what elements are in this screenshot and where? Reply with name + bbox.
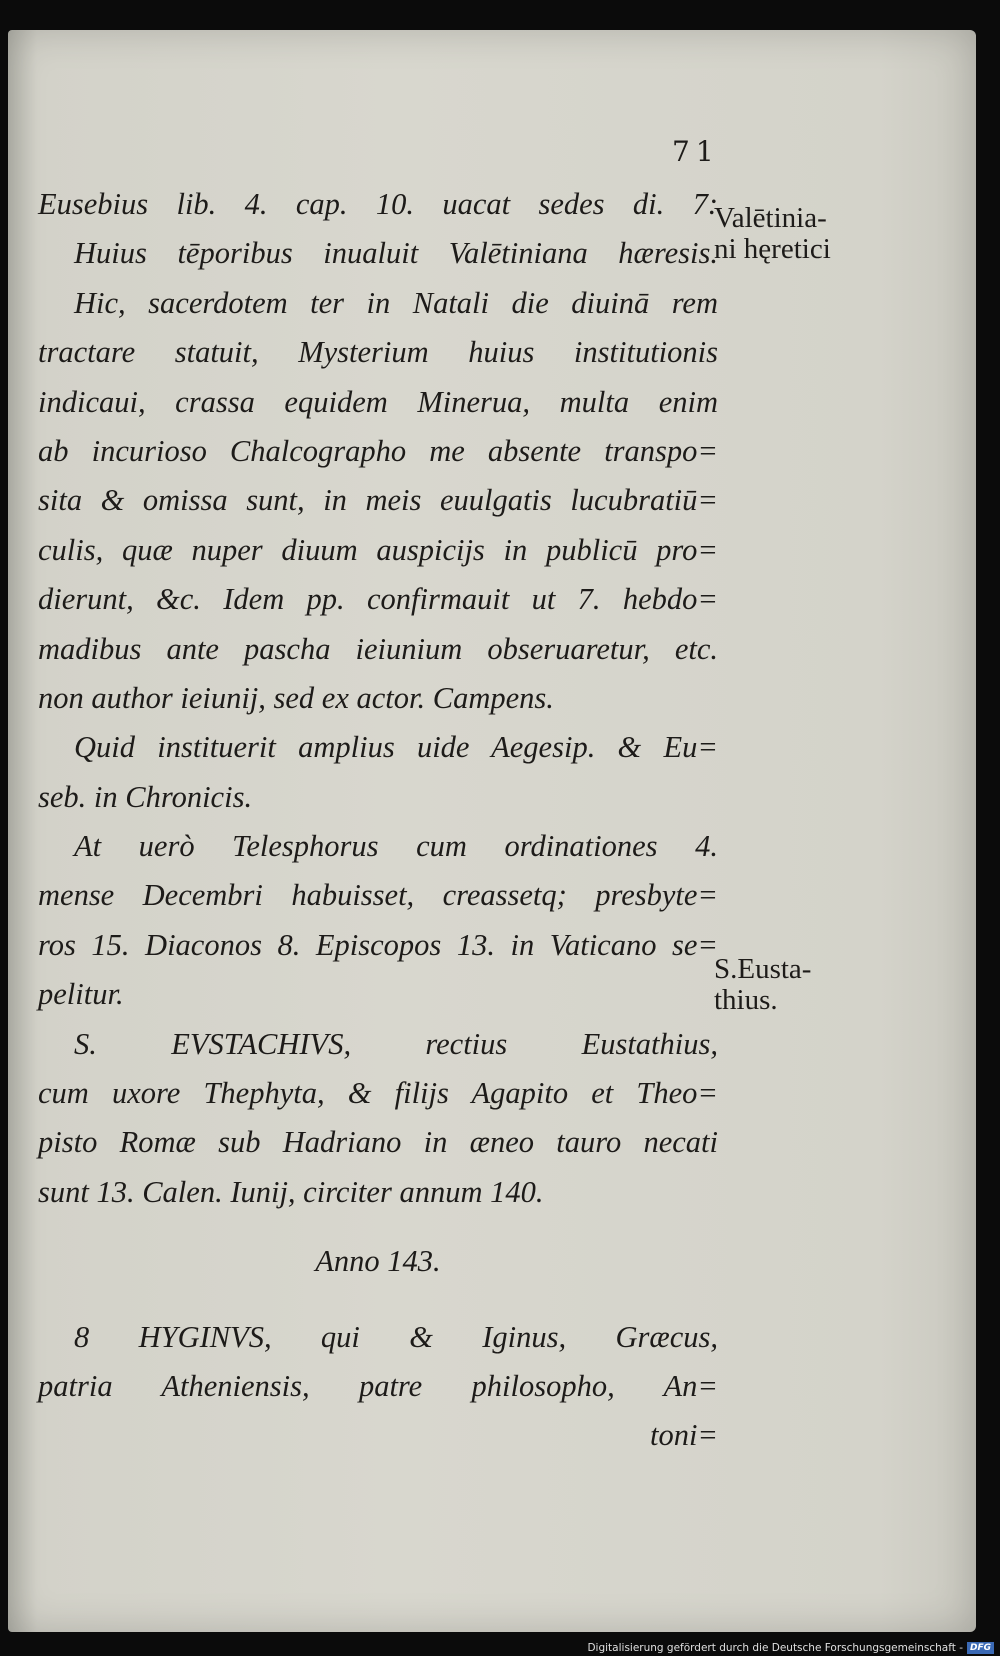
text-line: non author ieiunij, sed ex actor. Campens. <box>38 680 554 715</box>
text-line: Eusebius lib. 4. cap. 10. uacat sedes di. 7: <box>38 187 718 221</box>
main-text-block <box>38 180 718 1461</box>
text-line: S. EVSTACHIVS, rectius Eustathius, <box>74 1026 718 1061</box>
catchword: toni= <box>649 1418 718 1453</box>
text-line: ab incurioso Chalcographo me absente transpo= <box>38 433 718 468</box>
text-line: culis, quæ nuper diuum auspicijs in publicū pro= <box>38 532 718 567</box>
text-line: ros 15. Diaconos 8. Episcopos 13. in Vaticano se= <box>38 927 718 962</box>
text-line: dierunt, &c. Idem pp. confirmauit ut 7. hebdo= <box>38 582 718 617</box>
text-line: Hic, sacerdotem ter in Natali die diuinā rem <box>74 285 718 320</box>
footer-text: Digitalisierung gefördert durch die Deutsche Forschungsgemeinschaft - <box>587 1642 963 1654</box>
margin-note-valentiniani: Valētinia- ni hęretici <box>714 202 831 265</box>
text-line: sunt 13. Calen. Iunij, circiter annum 140. <box>38 1174 544 1209</box>
text-line: Quid instituerit amplius uide Aegesip. & Eu= <box>74 730 718 765</box>
text-line: seb. in Chronicis. <box>38 779 253 814</box>
text-line: madibus ante pascha ieiunium obseruaretur, etc. <box>38 631 718 666</box>
text-line: pisto Romæ sub Hadriano in æneo tauro necati <box>38 1125 718 1160</box>
text-line: mense Decembri habuisset, creassetq; presbyte= <box>38 878 718 913</box>
year-heading: Anno 143. <box>315 1244 441 1279</box>
text-line: sita & omissa sunt, in meis euulgatis lucubratiū= <box>38 483 718 518</box>
text-line: 8 HYGINVS, qui & Iginus, Græcus, <box>74 1319 718 1354</box>
text-line: indicaui, crassa equidem Minerua, multa enim <box>38 384 718 419</box>
text-line: At uerò Telesphorus cum ordinationes 4. <box>74 829 718 864</box>
text-line: patria Atheniensis, patre philosopho, An= <box>38 1368 718 1403</box>
dfg-logo-icon: DFG <box>967 1642 994 1654</box>
text-line: Huius tēporibus inualuit Valētiniana hæresis. <box>74 236 718 271</box>
text-line: cum uxore Thephyta, & filijs Agapito et Theo= <box>38 1076 718 1111</box>
margin-note-eustathius: S.Eusta- thius. <box>714 953 812 1016</box>
text-line: pelitur. <box>38 977 124 1012</box>
digitization-credit <box>587 1642 994 1654</box>
book-page <box>8 30 976 1632</box>
text-line: tractare statuit, Mysterium huius institutionis <box>38 335 718 370</box>
page-number: 71 <box>672 135 720 168</box>
